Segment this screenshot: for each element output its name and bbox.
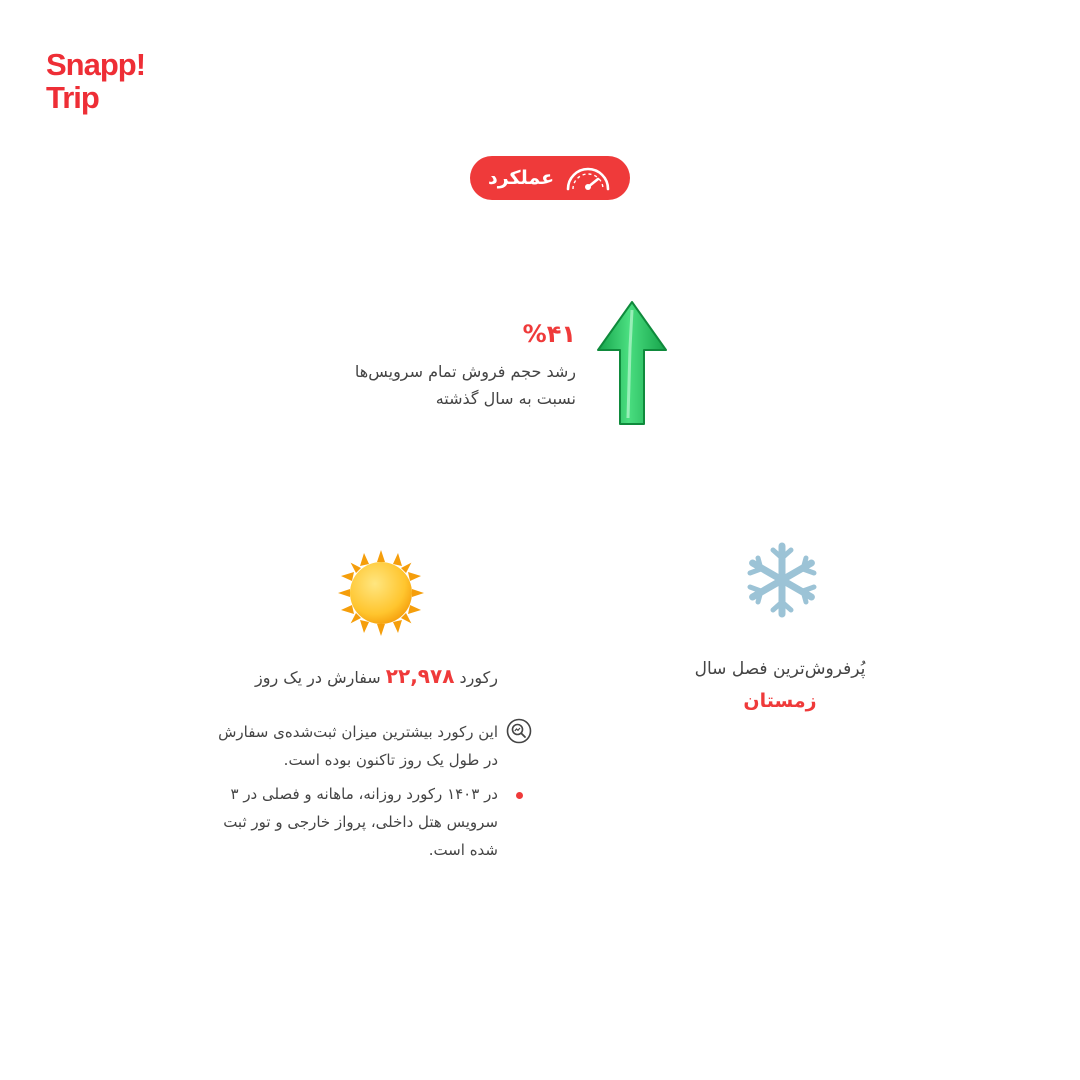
note-text-1: این رکورد بیشترین میزان ثبت‌شده‌ی سفارش در طول یک روز تاکنون بوده است. bbox=[218, 723, 498, 769]
growth-desc-line-1: رشد حجم فروش تمام سرویس‌ها bbox=[354, 362, 576, 381]
growth-value: %۴۱ bbox=[522, 320, 576, 348]
section-badge bbox=[470, 156, 630, 200]
growth-stat bbox=[300, 320, 576, 412]
record-number: ۲۲,۹۷۸ bbox=[385, 664, 455, 688]
note-text-2: در ۱۴۰۳ رکورد روزانه، ماهانه و فصلی در ۳ سرویس هتل داخلی، پرواز خارجی و تور ثبت شده است. bbox=[223, 785, 498, 859]
daily-record bbox=[200, 664, 498, 688]
bullet-icon bbox=[506, 780, 532, 799]
up-arrow-icon bbox=[596, 300, 668, 428]
logo-line-1: Snapp! bbox=[46, 47, 146, 82]
record-prefix: رکورد bbox=[459, 668, 498, 687]
sun-icon bbox=[336, 548, 426, 638]
record-notes bbox=[210, 718, 532, 870]
snapptrip-logo bbox=[46, 48, 145, 114]
list-item bbox=[210, 780, 532, 864]
logo-line-2: Trip bbox=[46, 80, 99, 115]
section-title: عملکرد bbox=[487, 167, 555, 189]
growth-desc-line-2: نسبت به سال گذشته bbox=[435, 389, 576, 408]
list-item bbox=[210, 718, 532, 774]
snowflake-icon bbox=[742, 540, 822, 620]
record-suffix: سفارش در یک روز bbox=[255, 668, 381, 687]
best-season bbox=[660, 656, 900, 712]
best-season-value: زمستان bbox=[743, 690, 817, 712]
search-chart-icon bbox=[506, 718, 532, 744]
best-season-label: پُرفروش‌ترین فصل سال bbox=[694, 659, 866, 679]
speedometer-icon bbox=[564, 163, 612, 193]
